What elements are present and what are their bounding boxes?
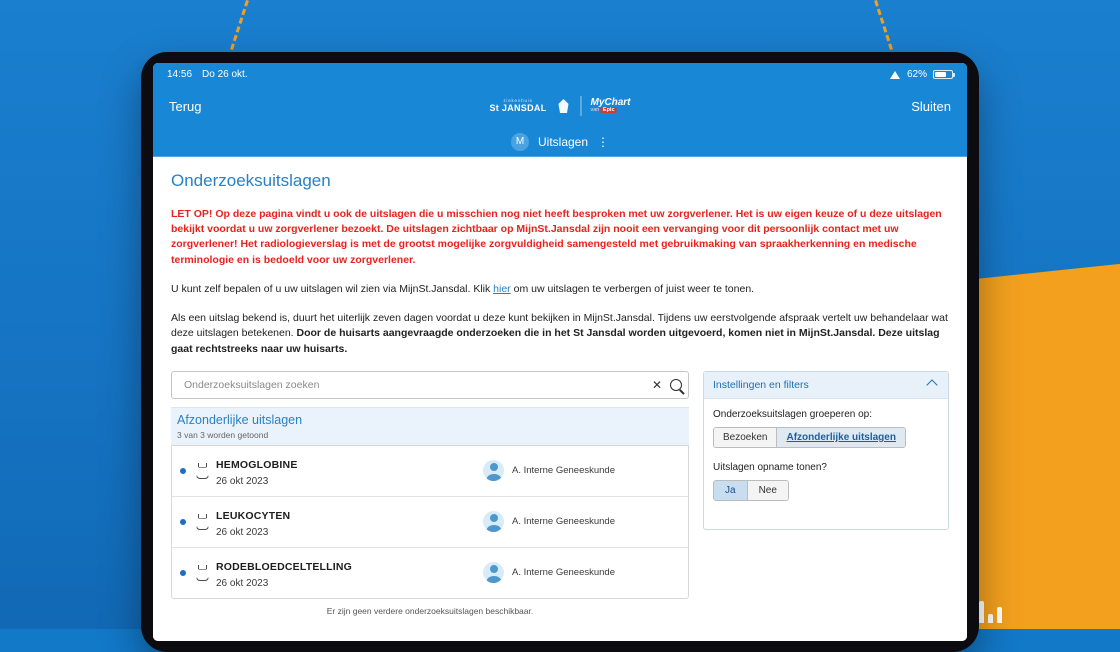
paragraph-hide-results xyxy=(171,282,949,298)
paragraph-hide-results-post: om uw uitslagen te verbergen of juist weer te tonen. xyxy=(510,282,755,295)
chevron-up-icon[interactable] xyxy=(926,379,937,390)
results-section xyxy=(171,407,689,616)
close-button[interactable]: Sluiten xyxy=(911,98,951,114)
search-icon[interactable] xyxy=(670,379,682,391)
decorative-dash-right xyxy=(871,0,895,59)
provider-avatar-icon xyxy=(483,562,504,583)
page-content xyxy=(153,157,967,641)
include-option-nee[interactable]: Nee xyxy=(748,481,788,500)
list-item[interactable] xyxy=(172,446,688,497)
app-header xyxy=(153,85,967,127)
list-item[interactable] xyxy=(172,497,688,548)
result-provider xyxy=(483,460,678,481)
back-button[interactable]: Terug xyxy=(169,98,202,114)
filters-column xyxy=(703,371,949,616)
provider-avatar-icon xyxy=(483,511,504,532)
results-section-count: 3 van 3 worden getoond xyxy=(171,430,689,446)
paragraph-timing-a: Als een uitslag bekend is, duurt het uiterlijk zeven dagen voordat u deze kunt bekijken in MijnSt.Jansdal. Tijdens uw eerstvolgende afspraak vertelt uw behandelaar wat deze uitslagen betekenen. xyxy=(171,311,948,340)
mychart-brand xyxy=(591,98,631,114)
result-provider xyxy=(483,511,678,532)
hier-link[interactable]: hier xyxy=(493,282,511,295)
provider-avatar-icon xyxy=(483,460,504,481)
status-battery-pct: 62% xyxy=(906,68,927,80)
sub-header xyxy=(153,127,967,157)
mychart-brand-sub: van Epic xyxy=(590,107,615,114)
provider-name: A. Interne Geneeskunde xyxy=(512,465,615,477)
include-admissions-segmented-control[interactable] xyxy=(713,480,789,501)
results-column xyxy=(171,371,689,616)
ios-status-bar xyxy=(153,63,967,85)
list-item[interactable] xyxy=(172,548,688,598)
hospital-brand xyxy=(489,99,546,113)
tablet-device xyxy=(141,52,979,652)
result-name: HEMOGLOBINE xyxy=(216,458,298,471)
epic-badge: Epic xyxy=(602,107,615,114)
filters-panel xyxy=(703,371,949,530)
filters-panel-body xyxy=(704,399,948,529)
result-name: LEUKOCYTEN xyxy=(216,509,291,522)
result-date: 26 okt 2023 xyxy=(216,577,269,589)
group-by-option-bezoeken[interactable]: Bezoeken xyxy=(714,428,777,447)
hospital-brand-sub: ziekenhuis xyxy=(503,98,533,104)
include-option-ja[interactable]: Ja xyxy=(714,481,748,500)
paragraph-timing xyxy=(171,311,949,358)
group-by-label: Onderzoeksuitslagen groeperen op: xyxy=(713,408,872,420)
wifi-icon xyxy=(890,70,901,79)
result-name: RODEBLOEDCELTELLING xyxy=(216,560,353,573)
page-context-title: Uitslagen xyxy=(537,134,589,149)
result-date: 26 okt 2023 xyxy=(216,475,269,487)
brand-divider xyxy=(581,96,582,116)
group-by-option-afzonderlijke[interactable]: Afzonderlijke uitslagen xyxy=(777,428,904,447)
unread-dot-icon xyxy=(180,468,186,474)
results-and-filters xyxy=(171,371,949,616)
paragraph-hide-results-pre: U kunt zelf bepalen of u uw uitslagen wil zien via MijnSt.Jansdal. Klik xyxy=(171,282,494,295)
tablet-screen xyxy=(153,63,967,641)
result-provider xyxy=(483,562,678,583)
status-date: Do 26 okt. xyxy=(202,68,248,80)
search-input[interactable] xyxy=(182,378,647,392)
lab-flask-icon xyxy=(195,565,208,580)
results-footnote: Er zijn geen verdere onderzoeksuitslagen beschikbaar. xyxy=(326,605,534,616)
lab-flask-icon xyxy=(195,463,208,478)
result-text xyxy=(216,506,483,538)
filters-panel-header[interactable] xyxy=(704,372,948,399)
mychart-brand-name: MyChart xyxy=(590,96,631,108)
lab-flask-icon xyxy=(195,514,208,529)
page-title: Onderzoeksuitslagen xyxy=(171,171,331,190)
search-bar[interactable] xyxy=(171,371,689,399)
hospital-brand-name: St JANSDAL xyxy=(489,102,547,113)
provider-name: A. Interne Geneeskunde xyxy=(512,516,615,528)
warning-notice: LET OP! Op deze pagina vindt u ook de uitslagen die u misschien nog niet heeft besproken met uw zorgverlener. Het is uw eigen keuze of u deze uitslagen bekijkt voordat u uw zorgverlener bezoekt. De uitslagen zichtbaar op MijnSt.Jansdal zijn nooit een vervanging voor dit persoonlijk contact met uw zorgverlener! Het radiologieverslag is met de grootst mogelijke zorgvuldigheid samengesteld met gebruikmaking van spraakherkenning en medische terminologie en is bedoeld voor uw zorgverlener. xyxy=(171,208,942,266)
unread-dot-icon xyxy=(180,519,186,525)
result-text xyxy=(216,557,483,589)
result-text xyxy=(216,455,483,487)
hospital-logo-icon xyxy=(556,98,572,114)
clear-x-icon[interactable]: ✕ xyxy=(651,377,662,392)
unread-dot-icon xyxy=(180,570,186,576)
provider-name: A. Interne Geneeskunde xyxy=(512,567,615,579)
decorative-dash-left xyxy=(227,0,251,59)
status-time: 14:56 xyxy=(167,68,193,80)
battery-icon xyxy=(933,70,953,79)
results-list xyxy=(171,446,689,599)
result-date: 26 okt 2023 xyxy=(216,526,269,538)
results-section-title: Afzonderlijke uitslagen xyxy=(171,407,689,430)
include-admissions-label: Uitslagen opname tonen? xyxy=(713,461,827,473)
paragraph-timing-b: Door de huisarts aangevraagde onderzoeken die in het St Jansdal worden uitgevoerd, komen niet in MijnSt.Jansdal. Deze uitslag gaat rechtstreeks naar uw huisarts. xyxy=(171,327,940,356)
avatar[interactable]: M xyxy=(511,133,529,151)
kebab-menu-icon[interactable]: ⋮ xyxy=(597,134,610,149)
brand-lockup xyxy=(489,96,630,116)
group-by-segmented-control[interactable] xyxy=(713,427,906,448)
filters-panel-title: Instellingen en filters xyxy=(713,378,809,391)
